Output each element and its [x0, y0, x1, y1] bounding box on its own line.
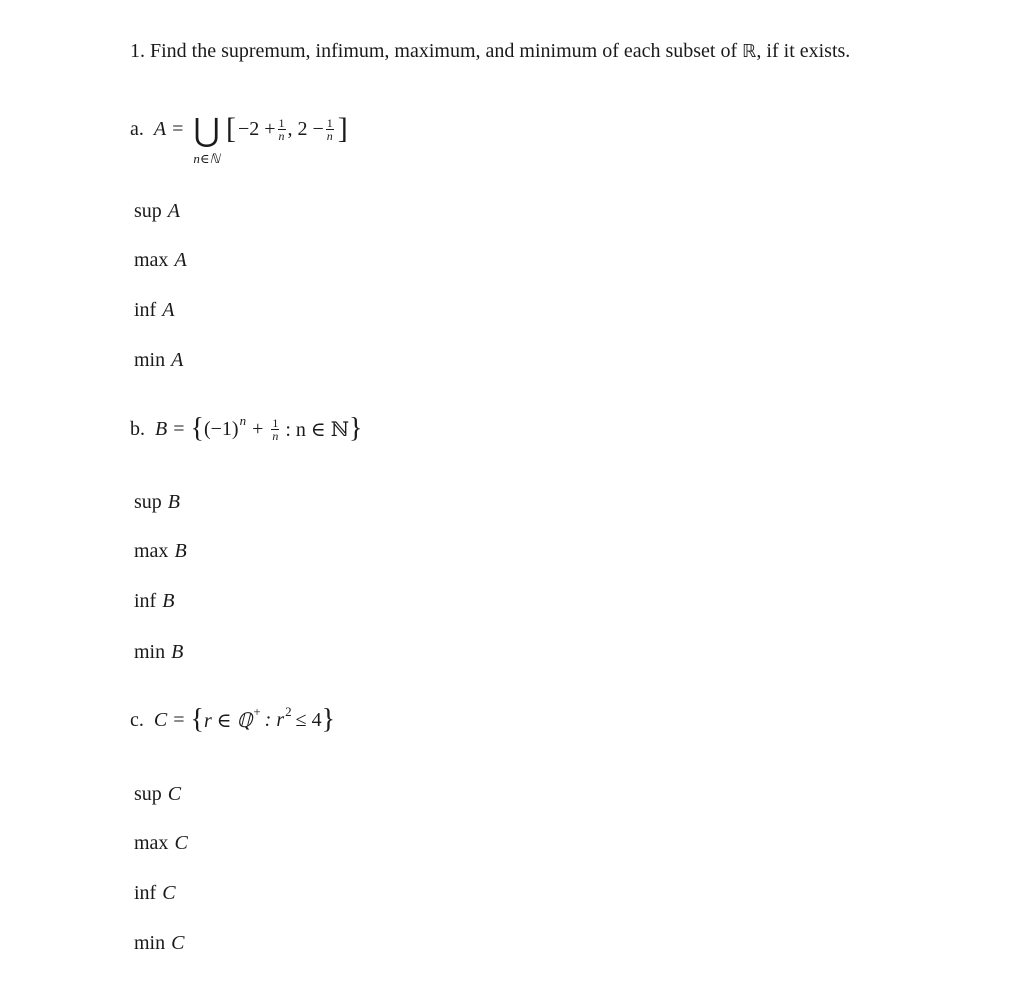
answer-label: max [134, 249, 169, 271]
union-index: n∈ℕ [193, 150, 220, 166]
set-a-symbol: A [153, 117, 167, 140]
question-text: Find the supremum, infimum, maximum, and minimum of each subset of [150, 40, 743, 62]
answer-set: A [162, 299, 175, 321]
fraction-one-over-n [326, 117, 334, 142]
answer-set: C [171, 932, 185, 954]
reals-symbol: ℝ [742, 41, 757, 62]
exponent: n [239, 413, 247, 428]
part-b-label: b. [130, 417, 145, 440]
answer-min-a [134, 349, 183, 372]
answer-set: B [167, 491, 181, 513]
question-tail: , if it exists. [756, 40, 851, 62]
question-title [130, 40, 850, 63]
answer-set: C [162, 882, 176, 904]
answer-label: min [134, 349, 166, 371]
answer-set: C [167, 783, 182, 805]
base-expr: (−1) [203, 417, 239, 440]
fraction-denominator: n [326, 128, 333, 143]
answer-max-b [134, 540, 187, 563]
answer-set: A [167, 200, 181, 222]
answer-label: max [134, 832, 169, 854]
brace-open: { [190, 413, 204, 444]
brace-close: } [321, 704, 336, 735]
fraction-numerator: 1 [272, 415, 279, 430]
fraction-numerator: 1 [326, 115, 333, 130]
answer-label: sup [134, 200, 162, 222]
set-c-symbol: C [153, 708, 168, 731]
answer-sup-c [134, 783, 181, 806]
interval-close-bracket: ] [337, 112, 348, 146]
answer-max-a [134, 249, 187, 272]
interval-separator: , 2 − [287, 117, 324, 140]
answer-set: B [162, 590, 175, 612]
answer-set: B [174, 540, 187, 562]
answer-label: max [134, 540, 169, 562]
set-b-symbol: B [155, 417, 168, 440]
union-operator [193, 111, 220, 167]
union-symbol: ⋃ [193, 111, 220, 149]
answer-sup-b [134, 491, 180, 514]
answer-min-c [134, 932, 184, 955]
answer-sup-a [134, 200, 180, 223]
interval-open-bracket: [ [225, 112, 236, 146]
answer-set: A [174, 249, 187, 271]
brace-open: { [190, 704, 204, 735]
fraction-denominator: n [272, 428, 279, 443]
answer-label: sup [134, 491, 162, 513]
equals-sign: = [173, 417, 185, 440]
brace-close: } [349, 413, 363, 444]
positive-superscript: + [253, 704, 261, 719]
answer-inf-c [134, 882, 176, 905]
fraction-one-over-n [278, 117, 286, 142]
part-b-definition [130, 415, 362, 443]
equals-sign: = [172, 117, 184, 140]
square-exponent: 2 [285, 704, 292, 719]
answer-label: min [134, 641, 166, 663]
question-number: 1. [130, 40, 145, 62]
answer-label: sup [134, 783, 162, 805]
fraction-one-over-n [271, 417, 279, 442]
set-condition: : n ∈ ℕ [285, 418, 349, 441]
answer-label: min [134, 932, 166, 954]
set-body: r ∈ ℚ [203, 709, 253, 732]
answer-inf-b [134, 590, 174, 613]
answer-min-b [134, 641, 183, 664]
interval-left-expr: −2 + [237, 117, 276, 140]
answer-set: A [171, 349, 184, 371]
bound-condition: ≤ 4 [295, 708, 322, 731]
part-a-definition [130, 104, 350, 166]
answer-label: inf [134, 299, 157, 321]
condition-variable: : r [264, 708, 285, 731]
fraction-numerator: 1 [278, 115, 285, 130]
answer-label: inf [134, 882, 157, 904]
answer-set: C [174, 832, 188, 854]
fraction-denominator: n [278, 128, 285, 143]
part-a-label: a. [130, 117, 144, 140]
equals-sign: = [173, 708, 185, 731]
answer-max-c [134, 832, 188, 855]
answer-set: B [171, 641, 184, 663]
part-c-definition [130, 706, 335, 734]
answer-inf-a [134, 299, 174, 322]
plus-sign: + [252, 417, 264, 440]
part-c-label: c. [130, 708, 144, 731]
answer-label: inf [134, 590, 157, 612]
